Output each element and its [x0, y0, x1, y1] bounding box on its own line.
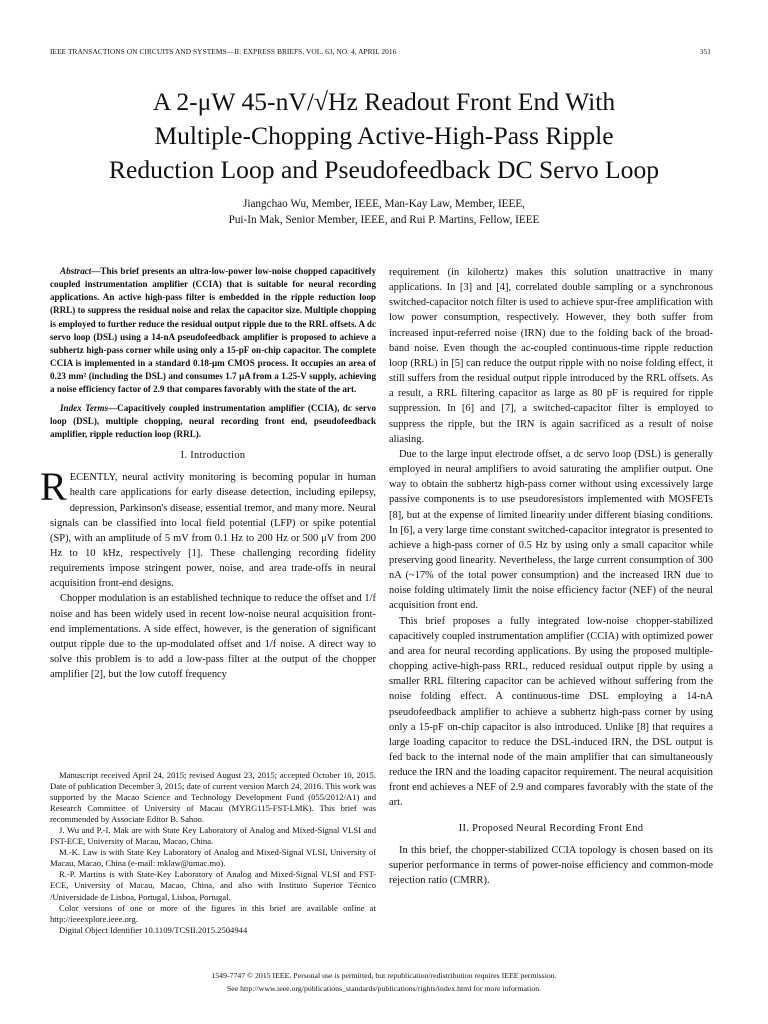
right-paragraph-1: requirement (in kilohertz) makes this solution unattractive in many applications. In [3] and [4], correlated double sampling or a synchronous switched-capacitor notch filter is used to achieve spur-free amplification with low power consumption, respectively. However, they both suffer from increased input-referred noise (IRN) due to the folding back of the broad-band noise. Even though the ac-coupled continuous-time ripple reduction loop (RRL) in [5] can reduce the output ripple with no noise folding effect, it still suffers from the residual output ripple introduced by the RRL offsets. As a result, a RRL filtering capacitor as large as 80 pF is required for ripple suppression. In [6] and [7], a switched-capacitor filter is employed to suppress the ripple, but the IRN is again sacrificed as a result of noise aliasing.: [389, 267, 713, 445]
authors-line-1: Jiangchao Wu, Member, IEEE, Man-Kay Law, Member, IEEE,: [243, 198, 525, 210]
authors-line-2: Pui-In Mak, Senior Member, IEEE, and Rui P. Martins, Fellow, IEEE: [228, 214, 540, 226]
footnote-color: Color versions of one or more of the figures in this brief are available online at http://ieeexplore.ieee.org.: [50, 902, 376, 924]
abstract: [50, 265, 376, 397]
footnote-manuscript: Manuscript received April 24, 2015; revised August 23, 2015; accepted October 10, 2015. Date of publication December 3, 2015; date of current version March 24, 2016. This work was supported by the Macao Science and Technology Development Fund (055/2012/A1) and Research Committee of University of Macau (MYRG115-FST-LMK). This brief was recommended by Associate Editor B. Sahoo.: [50, 770, 376, 825]
title-line-1: A 2-μW 45-nV/√Hz Readout Front End With: [152, 87, 616, 116]
section-heading-proposed: II. Proposed Neural Recording Front End: [458, 822, 644, 834]
page-number: 351: [699, 47, 711, 56]
index-terms: [50, 402, 376, 441]
right-paragraph-4: In this brief, the chopper-stabilized CCIA topology is chosen based on its superior performance in terms of power-noise efficiency and common-mode rejection ratio (CMRR).: [389, 844, 713, 887]
footnote-affiliation-1: J. Wu and P.-I. Mak are with State Key Laboratory of Analog and Mixed-Signal VLSI and FST-ECE, University of Macau, Macao, China.: [50, 825, 376, 847]
intro-paragraph-1: RECENTLY, neural activity monitoring is becoming popular in human health care applications for early disease detection, including epilepsy, depression, Parkinson's disease, essential tremor, and many more. Neural signals can be classified into local field potential (LFP) or spike potential (SP), with an amplitude of 5 mV from 0.1 Hz to 200 Hz or 500 μV from 200 Hz to 10 kHz, respectively [1]. These challenging recording fidelity requirements impose stringent power, noise, and area trade-offs in neural acquisition front-end designs.: [40, 464, 376, 590]
author-list: [30, 196, 738, 228]
rights-link-line: See http://www.ieee.org/publications_standards/publications/rights/index.html for more information.: [226, 983, 542, 993]
footnotes: [50, 770, 376, 936]
paper-title: [20, 85, 748, 187]
index-terms-label: Index Terms: [60, 402, 109, 413]
right-paragraph-2: Due to the large input electrode offset, a dc servo loop (DSL) is generally employed in neural amplifiers to avoid saturating the amplifier output. One way to obtain the subhertz high-pass corner without using excessively large passive components is to use pseudoresistors implemented with MOSFETs [8], but at the expense of limited linearity under different biasing conditions. In [6], a very large time constant switched-capacitor integrator is presented to achieve a high-pass corner of 0.5 Hz by using only a small capacitor while preserving good linearity. Nevertheless, the large current consumption of 300 nA (~17% of the total power consumption) and the increased IRN due to noise folding ultimately limit the noise efficiency factor (NEF) of the neural acquisition front end.: [389, 448, 713, 612]
right-column: [389, 265, 713, 888]
title-line-3: Reduction Loop and Pseudofeedback DC Servo Loop: [108, 155, 660, 184]
journal-name: IEEE TRANSACTIONS ON CIRCUITS AND SYSTEMS—II: EXPRESS BRIEFS, VOL. 63, NO. 4, APRIL 2016: [50, 47, 397, 56]
footnote-affiliation-3: R.-P. Martins is with State-Key Laboratory of Analog and Mixed-Signal VLSI and FST-ECE, University of Macau, Macao, China, and also with Instituto Superior Técnico /Universidade de Lisboa, Portugal, Lisboa, Portugal.: [50, 869, 376, 902]
running-header: [50, 47, 711, 59]
abstract-text: —This brief presents an ultra-low-power low-noise chopped capacitively coupled instrumentation amplifier (CCIA) that is suitable for neural recording applications. An active high-pass filter is embedded in the ripple reduction loop (RRL) to suppress the residual noise and relax the capacitor size. Multiple chopping is employed to further reduce the residual output ripple due to the RRL offsets. A dc servo loop (DSL) using a 14-nA pseudofeedback amplifier is proposed to achieve a subhertz high-pass corner while using only a 15-pF on-chip capacitor. The complete CCIA is implemented in a standard 0.18-μm CMOS process. It occupies an area of 0.23 mm² (including the DSL) and consumes 1.7 μA from a 1.25-V supply, achieving a noise efficiency factor of 2.9 that compares favorably with the state of the art.: [50, 266, 376, 395]
index-terms-text: —Capacitively coupled instrumentation amplifier (CCIA), dc servo loop (DSL), multiple chopping, neural recording front end, pseudofeedback amplifier, ripple reduction loop (RRL).: [50, 402, 376, 439]
left-column: [40, 265, 376, 682]
abstract-label: Abstract: [60, 266, 92, 276]
section-heading-introduction: I. Introduction: [180, 450, 246, 462]
title-line-2: Multiple-Chopping Active-High-Pass Ripple: [154, 121, 614, 150]
footnote-affiliation-2: M.-K. Law is with State Key Laboratory of Analog and Mixed-Signal VLSI, University of Macau, Macao, China (e-mail: mklaw@umac.mo).: [50, 847, 376, 869]
footnote-doi: Digital Object Identifier 10.1109/TCSII.2015.2504944: [59, 924, 248, 935]
copyright-line: 1549-7747 © 2015 IEEE. Personal use is permitted, but republication/redistribution requires IEEE permission.: [211, 971, 557, 980]
intro-paragraph-2: Chopper modulation is an established technique to reduce the offset and 1/f noise and has been widely used in recent low-noise neural acquisition front-end implementations. A side effect, however, is the generation of significant output ripple due to the up-modulated offset and 1/f noise. A direct way to solve this problem is to add a low-pass filter at the output of the chopper amplifier [2], but the low cutoff frequency: [50, 593, 376, 681]
right-paragraph-3: This brief proposes a fully integrated low-noise chopper-stabilized capacitively coupled instrumentation amplifier (CCIA) with optimized power and area for neural recording applications. By using the proposed multiple-chopping active-high-pass RRL, reduced residual output ripple by using a smaller RRL filtering capacitor can be achieved without suffering from the noise folding effect. A continuous-time DSL employing a 14-nA pseudofeedback amplifier to achieve a subhertz high-pass corner by using only a 15-pF on-chip capacitor is also introduced. Unlike [8] that requires a large loading capacitor to reduce the DSL-induced IRN, the DSL output is fed back to the internal node of the main amplifier that can simultaneously reduce the IRN and the loading capacitor requirement. The neural acquisition front end achieves a NEF of 2.9 and compares favorably with the state of the art.: [389, 615, 713, 809]
drop-cap: R: [40, 464, 67, 510]
copyright-footer: [0, 970, 768, 995]
